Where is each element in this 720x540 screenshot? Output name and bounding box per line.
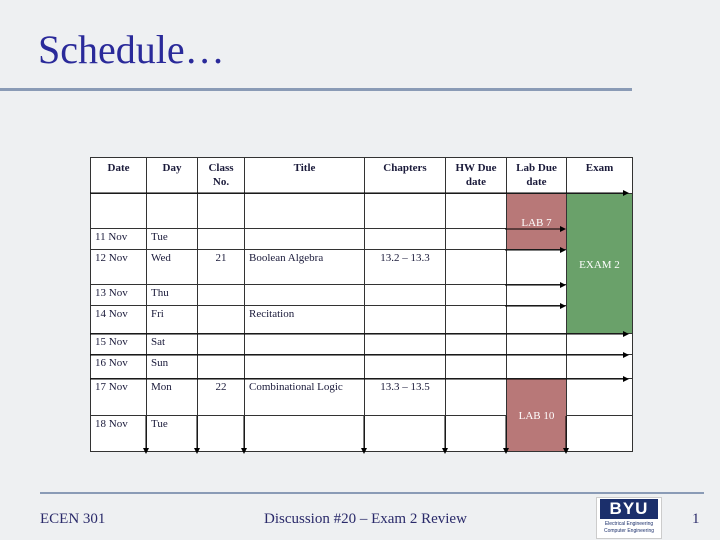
cell-day: Mon xyxy=(147,379,198,416)
cell-day: Sun xyxy=(147,355,198,379)
exam2-cell: EXAM 2 xyxy=(567,194,633,334)
header-exam: Exam xyxy=(567,158,633,194)
cell-day: Wed xyxy=(147,250,198,285)
cell-title: Recitation xyxy=(245,306,365,334)
lab10-cell: LAB 10 xyxy=(507,379,567,452)
cell-date: 10 Nov xyxy=(91,194,147,229)
cell-date: 12 Nov xyxy=(91,250,147,285)
cell-date: 13 Nov xyxy=(91,285,147,306)
page-number: 1 xyxy=(692,511,700,527)
header-lab-due: Lab Due date xyxy=(507,158,567,194)
footer-divider xyxy=(40,492,704,494)
discussion-title: Discussion #20 – Exam 2 Review xyxy=(264,511,467,527)
header-date: Date xyxy=(91,158,147,194)
cell-date: 11 Nov xyxy=(91,229,147,250)
lab7-cell: LAB 7 xyxy=(507,194,567,250)
cell-day: Tue xyxy=(147,229,198,250)
cell-date: 18 Nov xyxy=(91,416,147,452)
logo-dept-line-1: Electrical Engineering xyxy=(604,521,654,527)
header-class-no: Class No. xyxy=(198,158,245,194)
cell-day: Sat xyxy=(147,334,198,355)
header-hw-due: HW Due date xyxy=(446,158,507,194)
cell-day: Thu xyxy=(147,285,198,306)
cell-chapters: 13.3 – 13.5 xyxy=(365,379,446,416)
cell-class: 21 xyxy=(198,250,245,285)
header-day: Day xyxy=(147,158,198,194)
cell-day: Tue xyxy=(147,416,198,452)
cell-title: Exam Review xyxy=(245,194,365,229)
logo-dept-line-2: Computer Engineering xyxy=(603,528,655,534)
header-chapters: Chapters xyxy=(365,158,446,194)
cell-date: 14 Nov xyxy=(91,306,147,334)
cell-date: 16 Nov xyxy=(91,355,147,379)
header-title: Title xyxy=(245,158,365,194)
cell-chapters: 13.2 – 13.3 xyxy=(365,250,446,285)
slide-title: Schedule… xyxy=(38,27,225,72)
cell-title: Boolean Algebra xyxy=(245,250,365,285)
byu-logo xyxy=(596,497,662,539)
cell-day: Fri xyxy=(147,306,198,334)
cell-day: Mon xyxy=(147,194,198,229)
cell-title: Combinational Logic xyxy=(245,379,365,416)
cell-class: 22 xyxy=(198,379,245,416)
cell-date: 15 Nov xyxy=(91,334,147,355)
byu-logo-mark: BYU xyxy=(600,499,658,519)
course-code: ECEN 301 xyxy=(40,511,106,527)
cell-class: 20 xyxy=(198,194,245,229)
cell-date: 17 Nov xyxy=(91,379,147,416)
